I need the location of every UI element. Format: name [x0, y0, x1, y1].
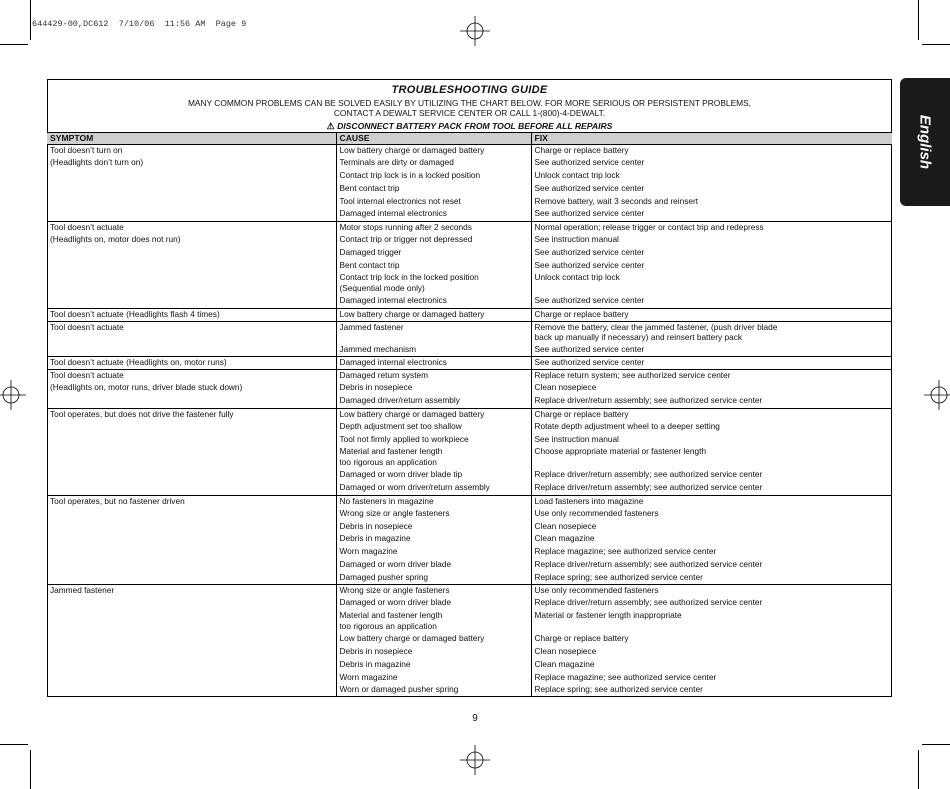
cause-cell: Debris in nosepiece: [336, 646, 531, 659]
crop-mark: [30, 750, 31, 789]
table-row: [47, 272, 892, 295]
page-title: TROUBLESHOOTING GUIDE: [391, 84, 548, 96]
crop-mark: [918, 750, 919, 789]
symptom-cell: [47, 434, 336, 447]
column-header-symptom: SYMPTOM: [47, 133, 336, 145]
symptom-cell: [47, 521, 336, 534]
fix-cell: Replace spring; see authorized service center: [534, 684, 703, 695]
fix-cell: See authorized service center: [534, 157, 645, 168]
registration-mark-icon: [460, 745, 490, 775]
fix-cell: See authorized service center: [534, 208, 645, 219]
cause-cell: Bent contact trip: [336, 260, 531, 273]
symptom-cell: [47, 546, 336, 559]
fix-cell: Remove battery, wait 3 seconds and reinsert: [534, 195, 699, 206]
table-row: [47, 308, 892, 321]
cause-cell: Contact trip or trigger not depressed: [336, 234, 531, 247]
crop-mark: [0, 744, 28, 745]
table-row: [47, 157, 892, 170]
fix-cell: Clean magazine: [534, 658, 595, 669]
symptom-cell: [47, 610, 336, 633]
cause-cell: Damaged internal electronics: [336, 357, 531, 370]
table-row: [47, 344, 892, 357]
cause-cell: Terminals are dirty or damaged: [336, 157, 531, 170]
cause-cell: Debris in nosepiece: [336, 382, 531, 395]
fix-cell: Clean nosepiece: [534, 520, 597, 531]
symptom-cell: [47, 659, 336, 672]
cause-cell: Bent contact trip: [336, 183, 531, 196]
symptom-cell: [47, 469, 336, 482]
table-row: [47, 421, 892, 434]
table-row: [47, 170, 892, 183]
table-row: [47, 234, 892, 247]
fix-cell: Normal operation; release trigger or contact trip and redepress: [531, 221, 892, 234]
registration-mark-icon: [924, 380, 950, 410]
fix-cell: Replace driver/return assembly; see authorized service center: [534, 482, 763, 493]
cause-cell: Motor stops running after 2 seconds: [336, 221, 531, 234]
symptom-cell: [47, 572, 336, 585]
table-row: [47, 247, 892, 260]
cause-cell: Depth adjustment set too shallow: [336, 421, 531, 434]
table-row: [47, 221, 892, 234]
cause-cell: Worn or damaged pusher spring: [336, 684, 531, 697]
cause-cell: No fasteners in magazine: [336, 495, 531, 508]
fix-cell: Replace magazine; see authorized service center: [534, 671, 717, 682]
fix-cell: Replace return system; see authorized service center: [531, 370, 892, 383]
warning-icon: ⚠: [326, 121, 335, 131]
cause-cell: Jammed mechanism: [336, 344, 531, 357]
table-row: [47, 370, 892, 383]
cause-cell: Damaged or worn driver blade tip: [336, 469, 531, 482]
table-header-row: [47, 133, 892, 145]
registration-mark-icon: [0, 380, 26, 410]
fix-cell: See authorized service center: [531, 357, 892, 370]
table-row: [47, 382, 892, 395]
fix-cell: See instruction manual: [534, 433, 619, 444]
crop-mark: [922, 44, 950, 45]
table-row: [47, 357, 892, 370]
fix-cell: Choose appropriate material or fastener length: [534, 446, 707, 457]
troubleshooting-table: [47, 132, 892, 697]
table-row: [47, 469, 892, 482]
cause-cell: Contact trip lock in the locked position (Sequential mode only): [336, 272, 531, 295]
symptom-cell: [47, 208, 336, 221]
table-row: [47, 434, 892, 447]
table-row: [47, 260, 892, 273]
cause-cell: Damaged return system: [336, 370, 531, 383]
symptom-cell: Tool doesn’t actuate: [47, 321, 336, 344]
fix-cell: See authorized service center: [534, 182, 645, 193]
table-row: [47, 495, 892, 508]
table-body: [47, 145, 892, 698]
language-tab: [900, 78, 950, 206]
cause-cell: Low battery charge or damaged battery: [336, 308, 531, 321]
intro-line-1: MANY COMMON PROBLEMS CAN BE SOLVED EASILY BY UTILIZING THE CHART BELOW. FOR MORE SERIOUS OR PERSISTENT PROBLEMS,: [187, 98, 752, 108]
intro-text: [47, 98, 892, 118]
fix-cell: See authorized service center: [534, 295, 645, 306]
crop-mark: [30, 0, 31, 40]
intro-line-2: CONTACT A DEWALT SERVICE CENTER OR CALL 1-(800)-4-DEWALT.: [333, 108, 606, 118]
symptom-cell: [47, 646, 336, 659]
cause-cell: Low battery charge or damaged battery: [336, 633, 531, 646]
fix-cell: See authorized service center: [534, 344, 645, 355]
table-row: [47, 196, 892, 209]
crop-mark: [922, 744, 950, 745]
symptom-cell: [47, 272, 336, 295]
table-row: [47, 183, 892, 196]
symptom-cell: (Headlights don’t turn on): [47, 157, 336, 170]
table-row: [47, 508, 892, 521]
fix-cell: Remove the battery, clear the jammed fastener, (push driver blade back up manually if necessary) and reinsert battery pack: [531, 321, 892, 344]
column-header-cause: CAUSE: [336, 133, 531, 145]
fix-cell: Rotate depth adjustment wheel to a deeper setting: [534, 420, 720, 431]
cause-cell: Wrong size or angle fasteners: [336, 585, 531, 598]
fix-cell: Clean nosepiece: [534, 382, 597, 393]
table-row: [47, 559, 892, 572]
table-row: [47, 482, 892, 495]
fix-cell: Charge or replace battery: [534, 633, 629, 644]
language-tab-label: English: [916, 114, 934, 170]
warning-text: DISCONNECT BATTERY PACK FROM TOOL BEFORE ALL REPAIRS: [337, 121, 613, 131]
symptom-cell: [47, 559, 336, 572]
table-row: [47, 610, 892, 633]
page-number: 9: [472, 713, 478, 724]
table-row: [47, 321, 892, 344]
symptom-cell: Tool doesn’t actuate: [47, 221, 336, 234]
cause-cell: Damaged internal electronics: [336, 208, 531, 221]
fix-cell: See instruction manual: [534, 234, 619, 245]
cause-cell: Debris in magazine: [336, 659, 531, 672]
table-row: [47, 446, 892, 469]
cause-cell: Damaged or worn driver blade: [336, 559, 531, 572]
fix-cell: Replace spring; see authorized service center: [534, 571, 703, 582]
cause-cell: Debris in nosepiece: [336, 521, 531, 534]
symptom-cell: [47, 684, 336, 697]
fix-cell: Unlock contact trip lock: [534, 170, 620, 181]
symptom-cell: [47, 482, 336, 495]
symptom-cell: Tool operates, but no fastener driven: [47, 495, 336, 508]
symptom-cell: Tool doesn’t actuate (Headlights flash 4 times): [47, 308, 336, 321]
table-row: [47, 572, 892, 585]
cause-cell: Low battery charge or damaged battery: [336, 145, 531, 158]
cause-cell: Damaged pusher spring: [336, 572, 531, 585]
symptom-cell: [47, 344, 336, 357]
fix-cell: See authorized service center: [534, 246, 645, 257]
table-row: [47, 145, 892, 158]
symptom-cell: [47, 183, 336, 196]
fix-cell: Load fasteners into magazine: [531, 495, 892, 508]
symptom-cell: [47, 633, 336, 646]
symptom-cell: [47, 196, 336, 209]
cause-cell: Damaged or worn driver/return assembly: [336, 482, 531, 495]
cause-cell: Material and fastener length too rigorous an application: [336, 610, 531, 633]
symptom-cell: [47, 295, 336, 308]
cause-cell: Low battery charge or damaged battery: [336, 408, 531, 421]
cause-cell: Worn magazine: [336, 672, 531, 685]
symptom-cell: [47, 170, 336, 183]
symptom-cell: [47, 395, 336, 408]
fix-cell: Replace driver/return assembly; see authorized service center: [534, 597, 763, 608]
symptom-cell: Tool doesn’t actuate: [47, 370, 336, 383]
symptom-cell: [47, 247, 336, 260]
cause-cell: Damaged driver/return assembly: [336, 395, 531, 408]
table-row: [47, 585, 892, 598]
cause-cell: Damaged or worn driver blade: [336, 597, 531, 610]
table-row: [47, 408, 892, 421]
cause-cell: Wrong size or angle fasteners: [336, 508, 531, 521]
table-row: [47, 646, 892, 659]
fix-cell: Clean magazine: [534, 533, 595, 544]
table-row: [47, 633, 892, 646]
cause-cell: Damaged trigger: [336, 247, 531, 260]
table-row: [47, 395, 892, 408]
table-row: [47, 684, 892, 697]
cause-cell: Damaged internal electronics: [336, 295, 531, 308]
cause-cell: Tool internal electronics not reset: [336, 196, 531, 209]
table-row: [47, 208, 892, 221]
fix-cell: Replace driver/return assembly; see authorized service center: [534, 469, 763, 480]
symptom-cell: [47, 597, 336, 610]
fix-cell: See authorized service center: [534, 259, 645, 270]
column-header-fix: FIX: [531, 133, 892, 145]
symptom-cell: Tool doesn’t actuate (Headlights on, motor runs): [47, 357, 336, 370]
symptom-cell: Jammed fastener: [47, 585, 336, 598]
symptom-cell: (Headlights on, motor does not run): [47, 234, 336, 247]
cause-cell: Material and fastener length too rigorous an application: [336, 446, 531, 469]
symptom-cell: [47, 672, 336, 685]
warning-banner: [47, 121, 892, 132]
fix-cell: Unlock contact trip lock: [534, 272, 620, 283]
table-row: [47, 521, 892, 534]
table-row: [47, 295, 892, 308]
fix-cell: Use only recommended fasteners: [534, 507, 659, 518]
fix-cell: Clean nosepiece: [534, 646, 597, 656]
fix-cell: Use only recommended fasteners: [531, 585, 892, 598]
cause-cell: Worn magazine: [336, 546, 531, 559]
fix-cell: Replace driver/return assembly; see authorized service center: [534, 395, 763, 406]
table-row: [47, 672, 892, 685]
fix-cell: Replace magazine; see authorized service center: [534, 546, 717, 557]
table-row: [47, 597, 892, 610]
fix-cell: Charge or replace battery: [531, 408, 892, 421]
fix-cell: Charge or replace battery: [531, 308, 892, 321]
symptom-cell: [47, 508, 336, 521]
registration-mark-icon: [460, 16, 490, 46]
table-row: [47, 659, 892, 672]
cause-cell: Debris in magazine: [336, 533, 531, 546]
cause-cell: Jammed fastener: [336, 321, 531, 344]
symptom-cell: [47, 260, 336, 273]
cause-cell: Contact trip lock is in a locked position: [336, 170, 531, 183]
symptom-cell: [47, 446, 336, 469]
symptom-cell: (Headlights on, motor runs, driver blade stuck down): [47, 382, 336, 395]
table-row: [47, 546, 892, 559]
table-row: [47, 533, 892, 546]
fix-cell: Material or fastener length inappropriate: [534, 610, 682, 621]
symptom-cell: [47, 421, 336, 434]
fix-cell: Charge or replace battery: [531, 145, 892, 158]
print-header: 644429-00,DC612 7/10/06 11:56 AM Page 9: [32, 19, 247, 29]
cause-cell: Tool not firmly applied to workpiece: [336, 434, 531, 447]
symptom-cell: Tool operates, but does not drive the fastener fully: [47, 408, 336, 421]
fix-cell: Replace driver/return assembly; see authorized service center: [534, 559, 763, 570]
crop-mark: [918, 0, 919, 40]
crop-mark: [0, 44, 28, 45]
symptom-cell: [47, 533, 336, 546]
symptom-cell: Tool doesn’t turn on: [47, 145, 336, 158]
